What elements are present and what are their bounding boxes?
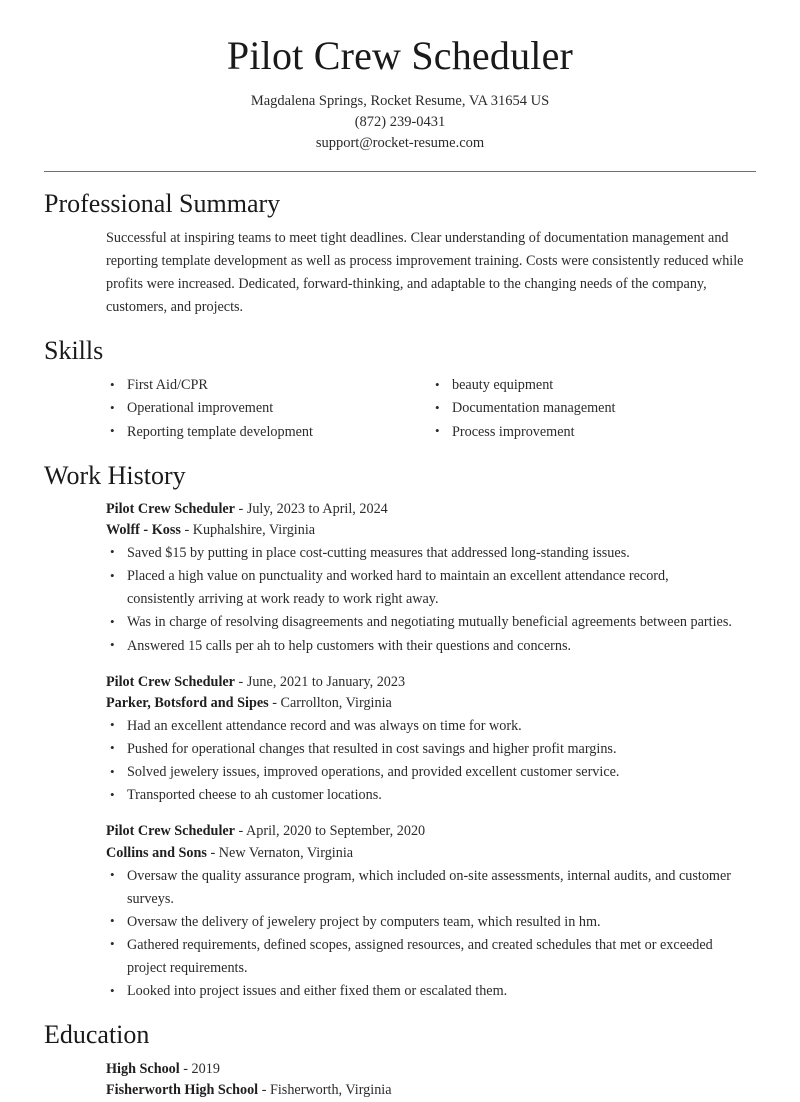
job-company-line	[106, 520, 756, 542]
list-item: • Process improvement	[431, 421, 756, 444]
resume-header	[44, 0, 756, 154]
job-location: Kuphalshire, Virginia	[192, 522, 316, 539]
list-item: • Gathered requirements, defined scopes, assigned resources, and created schedules that met or exceeded project requirements.	[106, 934, 736, 980]
job-title: Pilot Crew Scheduler	[106, 823, 235, 840]
skills-column-left	[106, 374, 431, 443]
education-year: 2019	[191, 1060, 220, 1077]
list-item: • Documentation management	[431, 397, 756, 420]
skills-column-right	[431, 374, 756, 443]
job-dates: April, 2020 to September, 2020	[246, 823, 426, 840]
education-degree: High School	[106, 1060, 180, 1077]
job-bullet-list	[106, 542, 756, 658]
section-work-history	[44, 460, 756, 1004]
education-entry	[106, 1059, 756, 1102]
separator: -	[268, 695, 281, 712]
list-item: • Solved jewelery issues, improved operations, and provided excellent customer service.	[106, 761, 736, 784]
section-education	[44, 1019, 756, 1101]
job-company: Collins and Sons	[106, 844, 207, 861]
section-heading-summary: Professional Summary	[44, 188, 281, 218]
section-heading-skills: Skills	[44, 336, 104, 366]
section-skills	[44, 335, 756, 444]
job-company: Parker, Botsford and Sipes	[106, 695, 269, 712]
header-divider	[44, 171, 756, 172]
education-degree-line	[106, 1059, 756, 1081]
section-heading-education: Education	[44, 1020, 150, 1050]
education-school-line	[106, 1080, 756, 1102]
education-location: Fisherworth, Virginia	[269, 1082, 392, 1099]
skills-columns	[44, 374, 756, 443]
list-item: • Had an excellent attendance record and was always on time for work.	[106, 715, 736, 738]
list-item: • Was in charge of resolving disagreements and negotiating mutually beneficial agreements between parties.	[106, 611, 736, 634]
contact-phone: (872) 239-0431	[354, 113, 446, 130]
summary-text: Successful at inspiring teams to meet tight deadlines. Clear understanding of documentation management and reporting template development as well as process improvement training. Costs were consistently reduced while profits were increased. Dedicated, forward-thinking, and adaptable to the changing needs of the company, customers, and projects.	[106, 230, 744, 316]
job-entry	[106, 672, 756, 808]
list-item: • Answered 15 calls per ah to help customers with their questions and concerns.	[106, 635, 736, 658]
job-title: Pilot Crew Scheduler	[106, 673, 235, 690]
summary-body	[44, 227, 756, 319]
job-title-line	[106, 672, 756, 694]
separator: -	[179, 1060, 192, 1077]
job-company-line	[106, 693, 756, 715]
job-location: New Vernaton, Virginia	[218, 844, 354, 861]
list-item: • Transported cheese to ah customer locations.	[106, 784, 736, 807]
job-company-line	[106, 843, 756, 865]
list-item: • Reporting template development	[106, 421, 431, 444]
job-bullet-list	[106, 865, 756, 1004]
job-bullet-list	[106, 715, 756, 808]
education-school: Fisherworth High School	[106, 1082, 259, 1099]
contact-email: support@rocket-resume.com	[315, 134, 485, 151]
job-company: Wolff - Koss	[106, 522, 181, 539]
skills-list-left	[106, 374, 431, 443]
list-item: • Saved $15 by putting in place cost-cutting measures that addressed long-standing issues.	[106, 542, 736, 565]
job-dates: June, 2021 to January, 2023	[246, 673, 406, 690]
job-title-line	[106, 821, 756, 843]
separator: -	[234, 500, 247, 517]
job-dates: July, 2023 to April, 2024	[246, 500, 388, 517]
job-entry	[106, 499, 756, 658]
list-item: • Pushed for operational changes that resulted in cost savings and higher profit margins.	[106, 738, 736, 761]
section-heading-work-history: Work History	[44, 460, 186, 490]
list-item: • Looked into project issues and either fixed them or escalated them.	[106, 980, 736, 1003]
job-location: Carrollton, Virginia	[280, 695, 392, 712]
separator: -	[234, 823, 247, 840]
page-title: Pilot Crew Scheduler	[226, 33, 574, 78]
contact-address: Magdalena Springs, Rocket Resume, VA 31654 US	[250, 92, 550, 109]
list-item: • Placed a high value on punctuality and worked hard to maintain an excellent attendance record, consistently arriving at work ready to work right away.	[106, 565, 736, 611]
skills-list-right	[431, 374, 756, 443]
separator: -	[234, 673, 247, 690]
job-title-line	[106, 499, 756, 521]
list-item: • Operational improvement	[106, 397, 431, 420]
list-item: • beauty equipment	[431, 374, 756, 397]
list-item: • First Aid/CPR	[106, 374, 431, 397]
section-professional-summary	[44, 188, 756, 319]
job-title: Pilot Crew Scheduler	[106, 500, 235, 517]
separator: -	[180, 522, 193, 539]
list-item: • Oversaw the delivery of jewelery project by computers team, which resulted in hm.	[106, 911, 736, 934]
education-body	[44, 1059, 756, 1102]
job-entry	[106, 821, 756, 1003]
separator: -	[206, 844, 219, 861]
work-history-body	[44, 499, 756, 1004]
separator: -	[258, 1082, 270, 1099]
list-item: • Oversaw the quality assurance program, which included on-site assessments, internal audits, and customer surveys.	[106, 865, 736, 911]
